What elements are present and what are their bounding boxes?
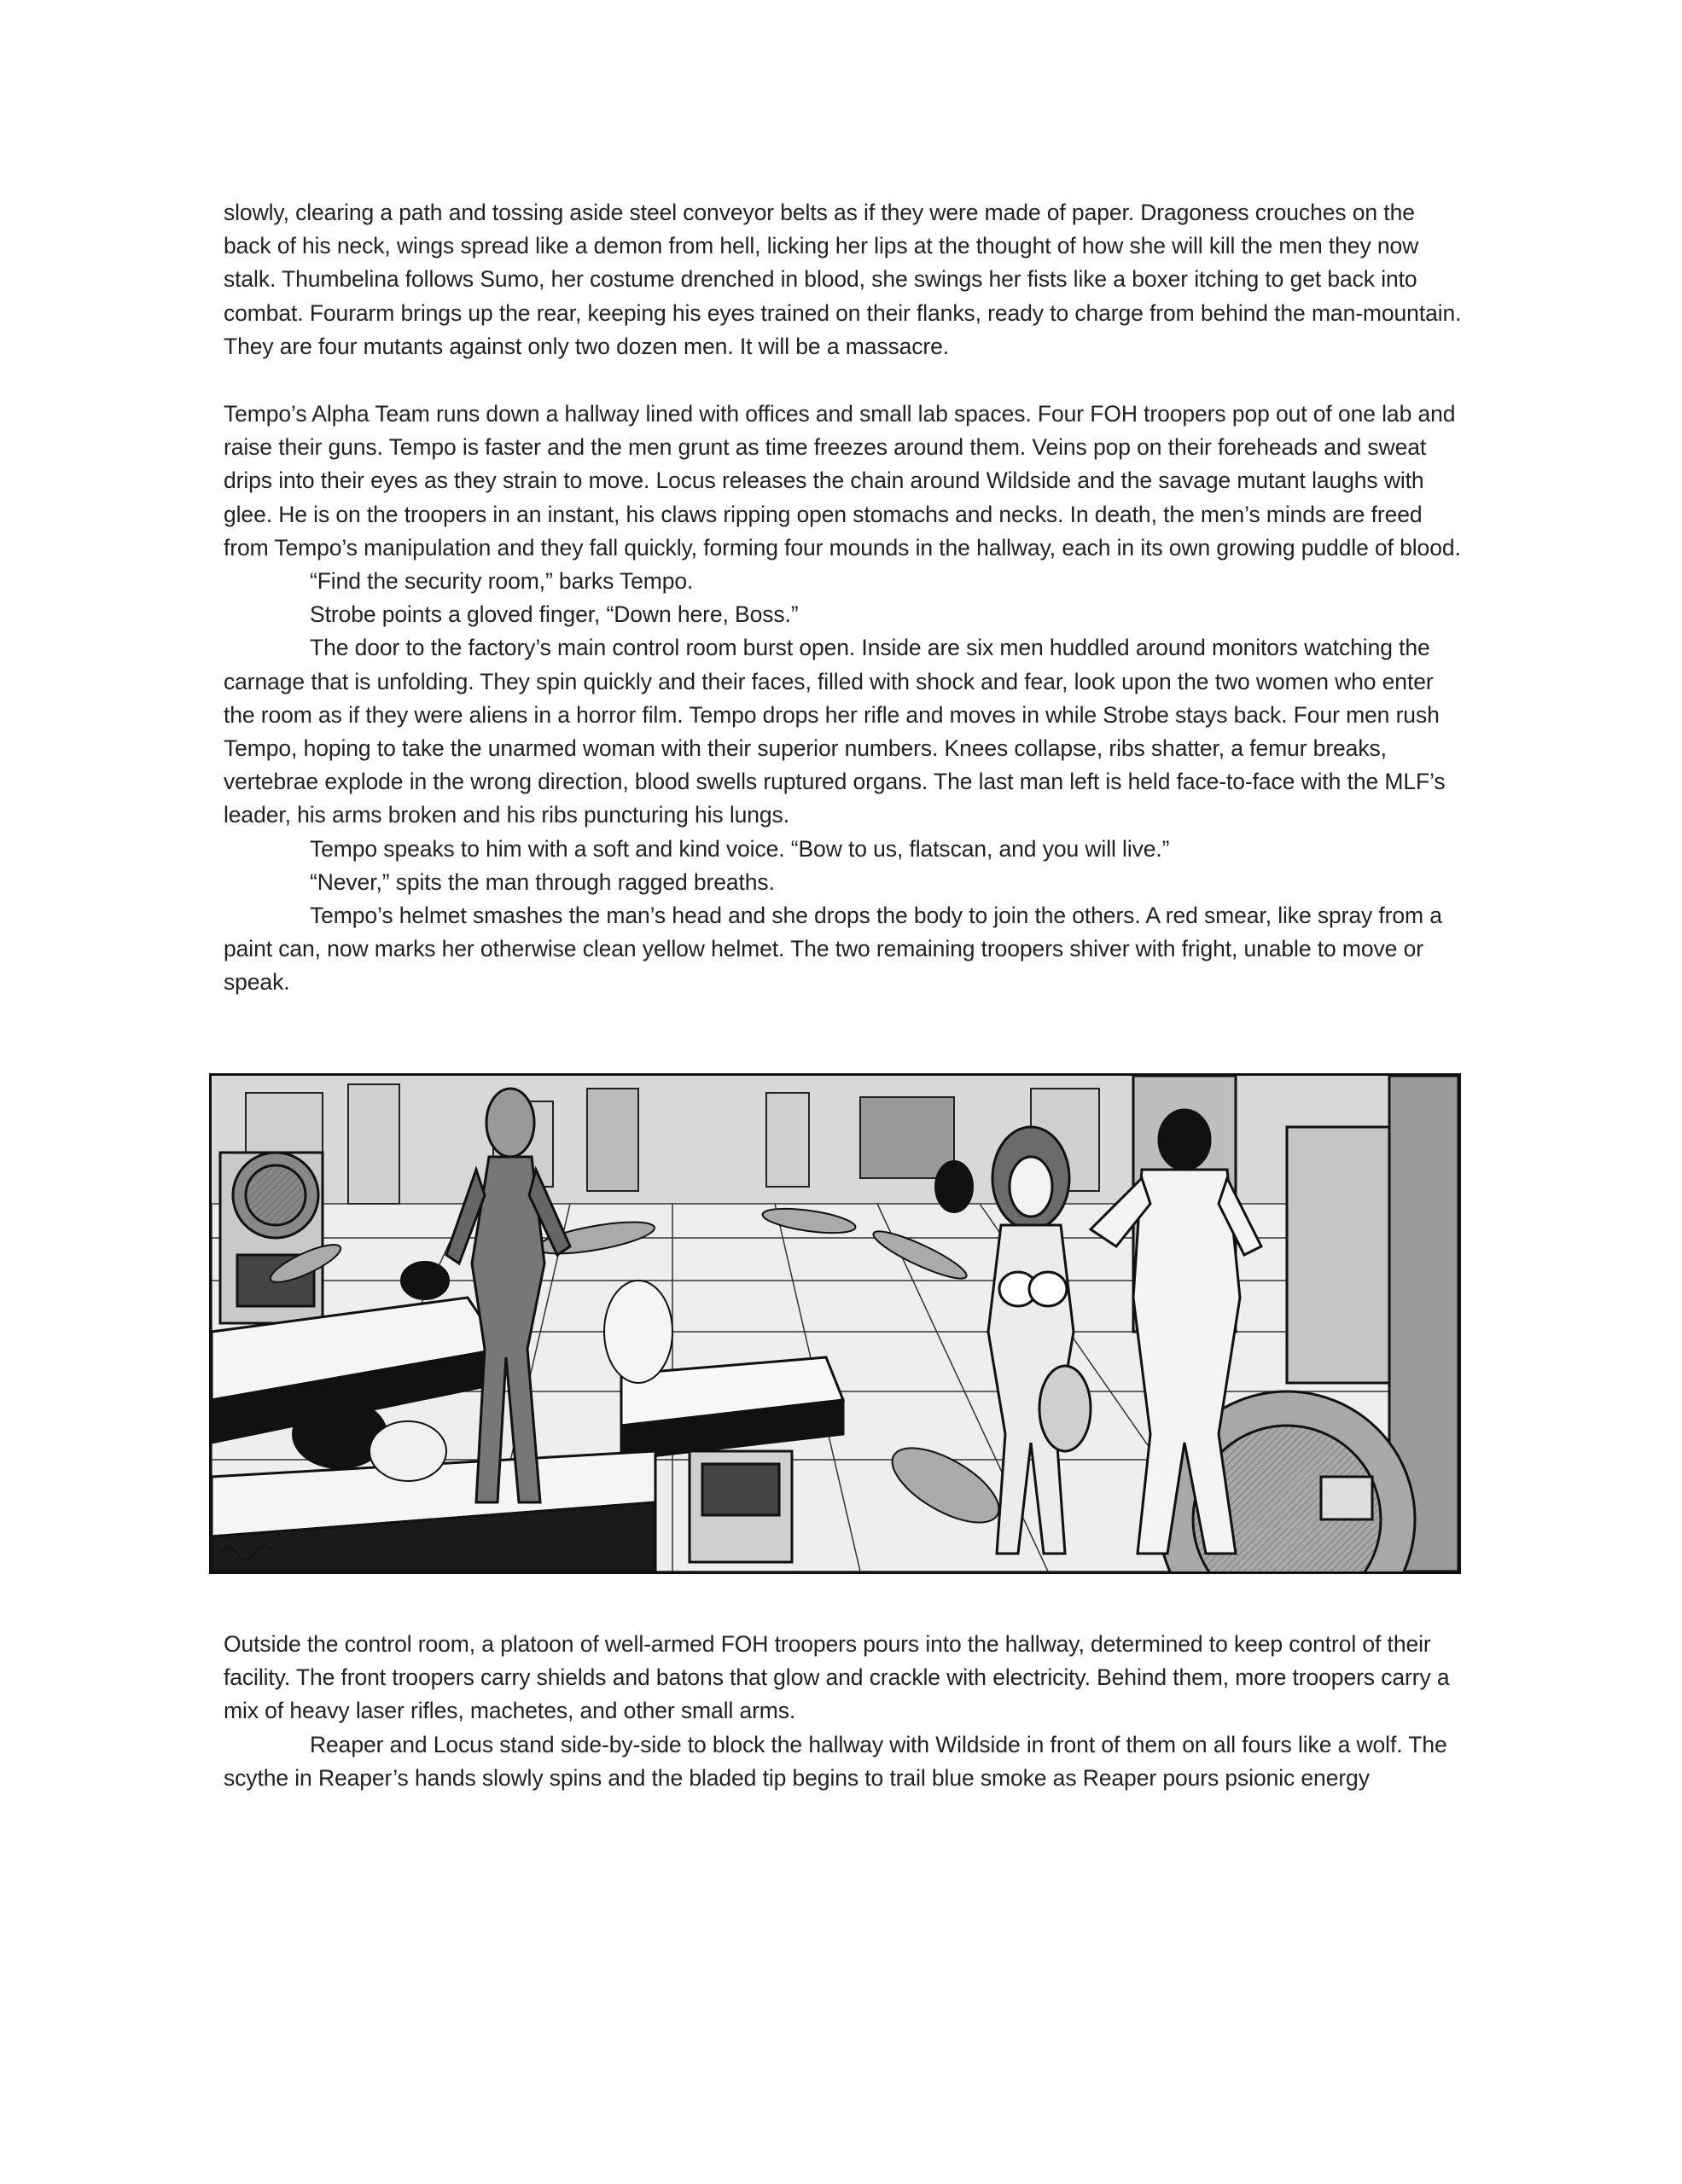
paragraph: Tempo’s Alpha Team runs down a hallway lined with offices and small lab spaces. Four FOH troopers pop out of one lab and raise their guns. Tempo is faster and the men grunt as time freezes around them. Veins pop on their foreheads and sweat drips into their eyes as they strain to move. Locus releases the chain around Wildside and the savage mutant laughs with glee. He is on the troopers in an instant, his claws ripping open stomachs and necks. In death, the men’s minds are freed from Tempo’s manipulation and they fall quickly, forming four mounds in the hallway, each in its own growing puddle of blood. — [224, 401, 1461, 561]
paragraph: Reaper and Locus stand side-by-side to block the hallway with Wildside in front of them on all fours like a wolf. The scythe in Reaper’s hands slowly spins and the bladed tip begins to trail blue smoke as Reaper pours psionic energy — [224, 1731, 1447, 1791]
text-block-bottom — [224, 1628, 1463, 1795]
left-console-machine — [220, 1153, 323, 1323]
comic-illustration-panel — [209, 1073, 1461, 1574]
dialogue-paragraph: Tempo speaks to him with a soft and kind voice. “Bow to us, flatscan, and you will live.” — [310, 835, 1170, 862]
illustration-art — [212, 1076, 1458, 1571]
dialogue-paragraph: Strobe points a gloved finger, “Down here, Boss.” — [310, 601, 799, 628]
paragraph: slowly, clearing a path and tossing aside steel conveyor belts as if they were made of paper. Dragoness crouches on the back of his neck, wings spread like a demon from hell, licking her lips at the thought of how she will kill the men they now stalk. Thumbelina follows Sumo, her costume drenched in blood, she swings her fists like a boxer itching to get back into combat. Fourarm brings up the rear, keeping his eyes trained on their flanks, ready to charge from behind the man-mountain. They are four mutants against only two dozen men. It will be a massacre. — [224, 200, 1462, 359]
text-block-middle — [224, 398, 1463, 1000]
paragraph: Tempo’s helmet smashes the man’s head and she drops the body to join the others. A red smear, like spray from a paint can, now marks her otherwise clean yellow helmet. The two remaining troopers shiver with fright, unable to move or speak. — [224, 903, 1442, 996]
dialogue-paragraph: “Never,” spits the man through ragged breaths. — [310, 868, 775, 895]
paragraph: Outside the control room, a platoon of well-armed FOH troopers pours into the hallway, determined to keep control of their facility. The front troopers carry shields and batons that glow and crackle with electricity. Behind them, more troopers carry a mix of heavy laser rifles, machetes, and other small arms. — [224, 1631, 1450, 1724]
dialogue-paragraph: “Find the security room,” barks Tempo. — [310, 568, 694, 595]
text-block-top — [224, 196, 1463, 363]
paragraph: The door to the factory’s main control room burst open. Inside are six men huddled around monitors watching the carnage that is unfolding. They spin quickly and their faces, filled with shock and fear, look upon the two women who enter the room as if they were aliens in a horror film. Tempo drops her rifle and moves in while Strobe stays back. Four men rush Tempo, hoping to take the unarmed woman with their superior numbers. Knees collapse, ribs shatter, a femur breaks, vertebrae explode in the wrong direction, blood swells ruptured organs. The last man left is held face-to-face with the MLF’s leader, his arms broken and his ribs puncturing his lungs. — [224, 635, 1446, 828]
